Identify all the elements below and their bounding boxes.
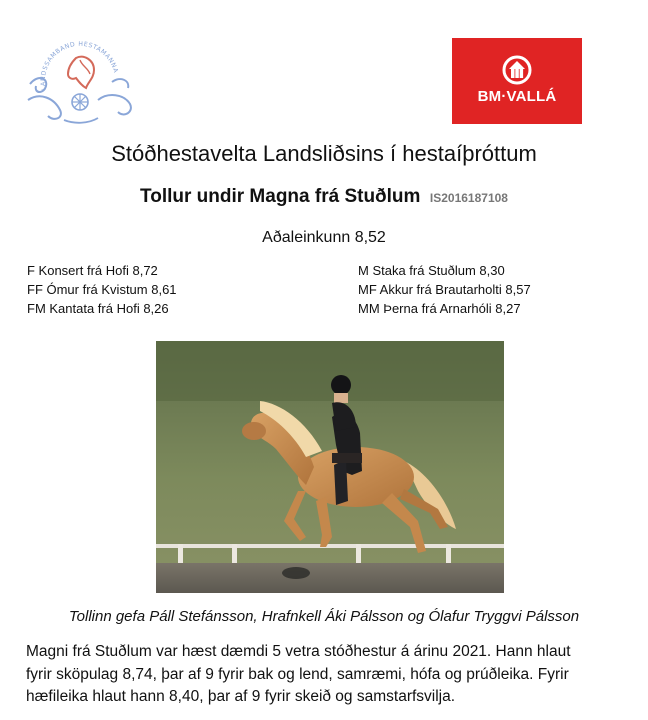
svg-text:LANDSSAMBAND HESTAMANNAFÉLAGA: LANDSSAMBAND HESTAMANNA [39,40,120,92]
pedigree-sire-column [27,261,177,318]
bm-valla-wordmark: BM·VALLÁ [477,88,557,105]
pedigree-item: FF Ómur frá Kvistum 8,61 [27,282,177,297]
description-line: fyrir sköpulag 8,74, þar af 9 fyrir bak og lend, samræmi, hófa og prúðleika. Fyrir [26,665,569,683]
pedigree-item: M Staka frá Stuðlum 8,30 [358,263,505,278]
pedigree-dam-column [358,261,531,318]
horse-heading [0,186,648,208]
description-line: hæfileika hlaut hann 8,40, þar af 9 fyrir skeið og samstarfsvilja. [26,688,456,705]
pedigree-item: F Konsert frá Hofi 8,72 [27,263,158,278]
horse-name: Tollur undir Magna frá Stuðlum [140,186,421,207]
description-paragraph [26,641,632,709]
bm-valla-house-icon [452,38,582,124]
description-line: Magni frá Stuðlum var hæst dæmdi 5 vetra stóðhestur á árinu 2021. Hann hlaut [26,643,571,660]
photo-caption: Tollinn gefa Páll Stefánsson, Hrafnkell Áki Pálsson og Ólafur Tryggvi Pálsson [68,608,580,625]
main-score: Aðaleinkunn 8,52 [262,229,386,246]
bm-valla-logo [452,38,582,124]
pedigree-item: MF Akkur frá Brautarholti 8,57 [358,282,531,297]
horse-id: IS2016187108 [429,191,508,205]
horse-photo [156,341,504,593]
pedigree-item: FM Kantata frá Hofi 8,26 [27,301,169,316]
pedigree-item: MM Þerna frá Arnarhóli 8,27 [358,301,521,316]
page-title: Stóðhestavelta Landsliðsins í hestaíþróttum [111,141,537,166]
landssamband-logo-icon [24,38,136,128]
